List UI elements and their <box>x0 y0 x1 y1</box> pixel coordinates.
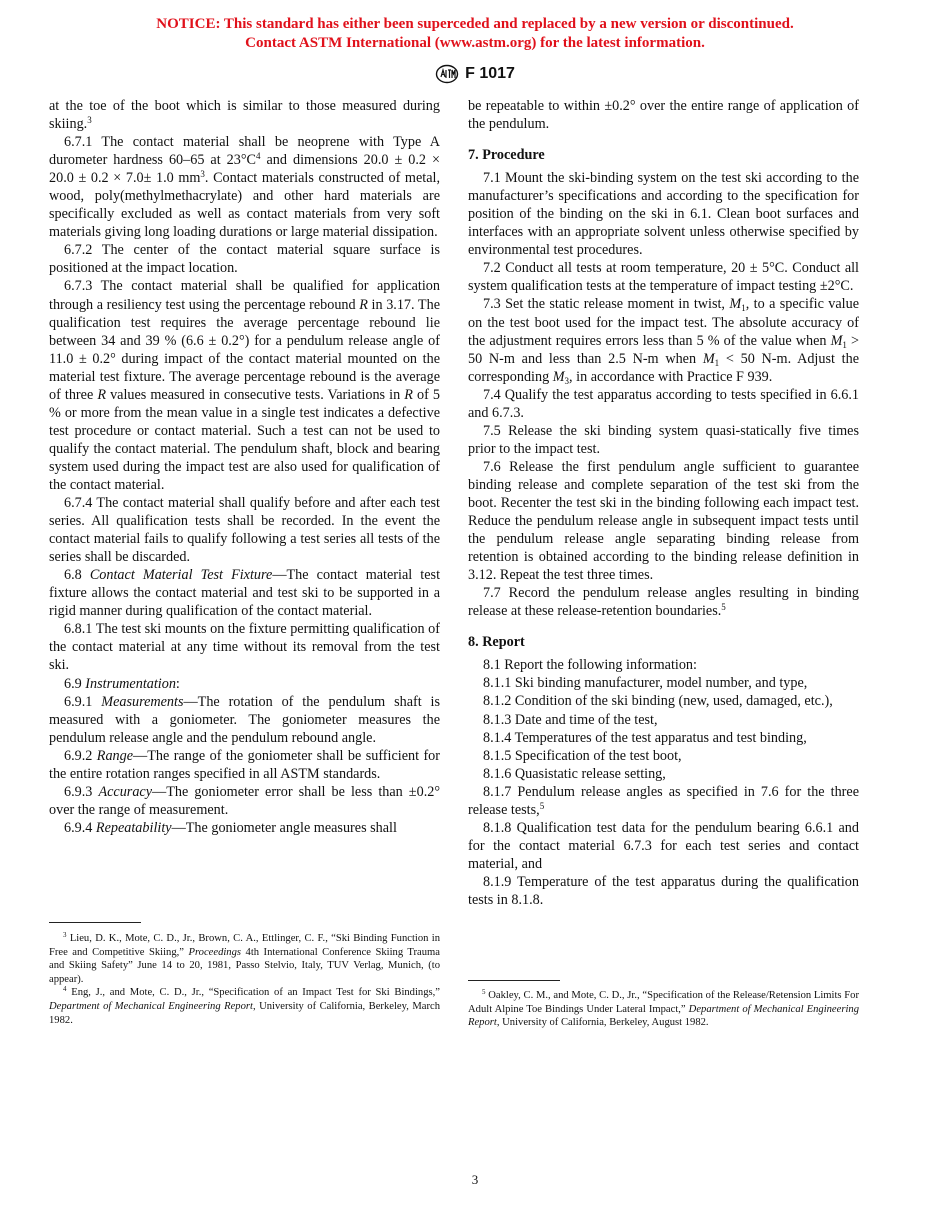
footnotes-left <box>49 932 440 1027</box>
standard-designation: F 1017 <box>465 65 515 82</box>
left-column <box>49 97 440 837</box>
paragraph-8-1-2: 8.1.2 Condition of the ski binding (new, used, damaged, etc.), <box>483 693 833 710</box>
notice-banner <box>0 15 950 53</box>
paragraph-6-8-1: 6.8.1 The test ski mounts on the fixture permitting qualification of the contact material at any time without its removal from the test ski. <box>49 621 440 674</box>
paragraph-6-8: 6.8 Contact Material Test Fixture—The contact material test fixture allows the contact material and test ski to be supported in a rigid manner during qualification of the contact material. <box>49 567 441 620</box>
paragraph-8-1-1: 8.1.1 Ski binding manufacturer, model number, and type, <box>483 675 808 692</box>
paragraph-7-7: 7.7 Record the pendulum release angles resulting in binding release at these release-retention boundaries.$^5$ <box>468 585 859 620</box>
page-header <box>0 64 950 84</box>
paragraph-6-9-3: 6.9.3 Accuracy—The goniometer error shall be less than ±0.2° over the range of measurement. <box>49 783 441 818</box>
paragraph-6-7-2: 6.7.2 The center of the contact material square surface is positioned at the impact location. <box>49 242 440 277</box>
paragraph-6-9-2: 6.9.2 Range—The range of the goniometer shall be sufficient for the entire rotation ranges specified in all ASTM standards. <box>49 747 440 782</box>
paragraph-6-7-4: 6.7.4 The contact material shall qualify before and after each test series. All qualification tests shall be recorded. In the event the contact material fails to qualify following a test series all tests of the series shall be discarded. <box>49 495 440 566</box>
footnote-rule <box>468 980 560 981</box>
right-column <box>468 97 859 909</box>
footnote-3: $^3$ Lieu, D. K., Mote, C. D., Jr., Brown, C. A., Ettlinger, C. F., “Ski Binding Function in Free and Competitive Skiing,” Proceedings 4th International Conference Skiing Trauma and Skiing Safety” June 14 to 20, 1981, Passo Stelvio, Italy, TUV Verlag, Munich, (to appear). <box>49 931 440 985</box>
astm-logo-icon <box>435 64 459 84</box>
paragraph-8-1-6: 8.1.6 Quasistatic release setting, <box>483 765 666 782</box>
paragraph: at the toe of the boot which is similar to those measured during skiing.$^3$ <box>49 98 440 133</box>
paragraph-7-1: 7.1 Mount the ski-binding system on the test ski according to the manufacturer’s specifications and according to the specification for position of the binding on the ski in 6.1. Clean boot surfaces and interfaces with an appropriate solvent unless otherwise specified by environmental test procedures. <box>468 170 859 259</box>
paragraph-7-2: 7.2 Conduct all tests at room temperature, 20 ± 5°C. Conduct all system qualification tests at the temperature of impact testing ±2°C. <box>468 260 859 295</box>
paragraph-7-3: 7.3 Set the static release moment in twist, $M_1$, to a specific value on the test boot used for the impact test. The absolute accuracy of the adjustment requires errors less than 5 % of the value when $M_1 > 50$ N-m and less than 2.5 N-m when $M_1 < 50$ N-m. Adjust the corresponding $M_3$, in accordance with Practice F 939. <box>468 296 860 386</box>
footnote-4: $^4$ Eng, J., and Mote, C. D., Jr., “Specification of an Impact Test for Ski Bindings,” Department of Mechanical Engineering Report, University of California, Berkeley, March 1982. <box>49 985 440 1026</box>
footnote-5: $^5$ Oakley, C. M., and Mote, C. D., Jr., “Specification of the Release/Retension Limits For Adult Alpine Toe Bindings Under Lateral Impact,” Department of Mechanical Engineering Report, University of California, Berkeley, August 1982. <box>468 988 859 1029</box>
paragraph-7-4: 7.4 Qualify the test apparatus according to tests specified in 6.6.1 and 6.7.3. <box>468 386 859 421</box>
paragraph-8-1-4: 8.1.4 Temperatures of the test apparatus and test binding, <box>483 729 807 746</box>
paragraph-8-1-9: 8.1.9 Temperature of the test apparatus during the qualification tests in 8.1.8. <box>468 873 859 908</box>
paragraph-8-1-3: 8.1.3 Date and time of the test, <box>483 711 658 728</box>
section-heading-procedure: 7. Procedure <box>468 147 545 164</box>
paragraph-6-9-1: 6.9.1 Measurements—The rotation of the pendulum shaft is measured with a goniometer. The goniometer measures the pendulum release angle and the pendulum rebound angle. <box>49 693 440 746</box>
paragraph: be repeatable to within ±0.2° over the entire range of application of the pendulum. <box>468 98 859 133</box>
paragraph-7-5: 7.5 Release the ski binding system quasi-statically five times prior to the impact test. <box>468 422 859 457</box>
paragraph-8-1-7: 8.1.7 Pendulum release angles as specified in 7.6 for the three release tests,$^5$ <box>468 783 859 818</box>
section-heading-report: 8. Report <box>468 634 525 651</box>
footnotes-right <box>468 989 859 1030</box>
paragraph-8-1: 8.1 Report the following information: <box>483 657 697 674</box>
paragraph-6-9-4: 6.9.4 Repeatability—The goniometer angle measures shall <box>64 819 397 836</box>
paragraph-8-1-8: 8.1.8 Qualification test data for the pendulum bearing 6.6.1 and for the contact material 6.7.3 for each test series and contact material, and <box>468 819 859 872</box>
paragraph-6-7-3: 6.7.3 The contact material shall be qualified for application through a resiliency test using the percentage rebound R in 3.17. The qualification test requires the average percentage rebound lie between 34 and 39 % (6.6 ± 0.2°) for a pendulum release angle of 11.0 ± 0.2° during impact of the contact material mounted on the material test fixture. The average percentage rebound is the average of three R values measured in consecutive tests. Variations in R of 5 % or more from the mean value in a single test indicates a defective test procedure or contact material. Such a test can not be used to qualify the contact material. The pendulum shaft, block and bearing system used during the impact test are also used for qualification of the contact material. <box>49 278 440 493</box>
paragraph-8-1-5: 8.1.5 Specification of the test boot, <box>483 747 682 764</box>
paragraph-7-6: 7.6 Release the first pendulum angle sufficient to guarantee binding release and complete separation of the test ski from the boot. Recenter the test ski in the binding following each impact test. Reduce the pendulum release angle in subsequent impact tests until the pendulum release angle separating binding release from retention is obtained according to the binding release definition in 3.12. Repeat the test three times. <box>468 458 859 584</box>
notice-line-1: NOTICE: This standard has either been superceded and replaced by a new version or discontinued. <box>156 16 794 32</box>
paragraph-6-9: 6.9 Instrumentation: <box>64 675 180 692</box>
paragraph-6-7-1: 6.7.1 The contact material shall be neoprene with Type A durometer hardness 60–65 at $23^\circ C^4$ and dimensions 20.0 ± 0.2 × 20.0 ± 0.2 × 7.0± 1.0 $mm^3$. Contact materials constructed of metal, wood, poly(methylmethacrylate) and other hard materials are specifically excluded as well as contact materials from very soft materials giving long loading durations or large material dissipation. <box>49 134 440 241</box>
footnote-rule <box>49 922 141 923</box>
notice-line-2: Contact ASTM International (www.astm.org) for the latest information. <box>245 35 705 51</box>
page-number: 3 <box>471 1172 479 1187</box>
